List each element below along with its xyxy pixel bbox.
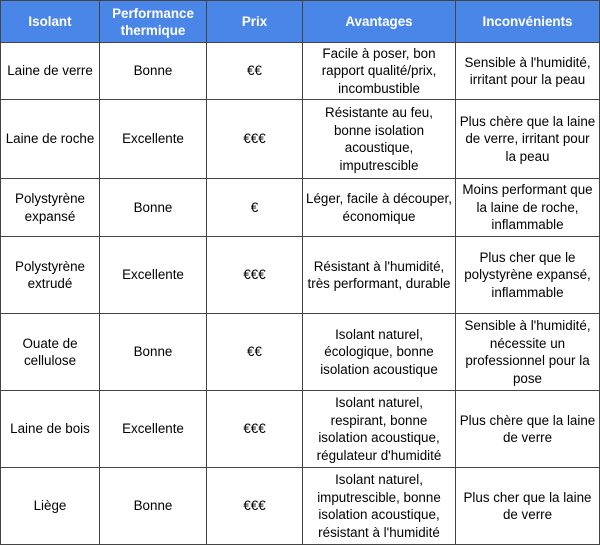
cell-prix: €€€ [207,237,303,314]
cell-performance: Excellente [100,391,207,468]
cell-performance: Bonne [100,314,207,391]
table-row [1,100,600,179]
cell-prix: €€ [207,43,303,100]
cell-performance: Bonne [100,468,207,545]
cell-prix: €€€ [207,468,303,545]
cell-prix: € [207,179,303,237]
header-isolant: Isolant [1,1,100,43]
cell-avantages: Facile à poser, bon rapport qualité/prix, incombustible [303,43,456,100]
cell-avantages: Isolant naturel, respirant, bonne isolation acoustique, régulateur d'humidité [303,391,456,468]
cell-isolant: Ouate de cellulose [1,314,100,391]
cell-prix: €€€ [207,391,303,468]
cell-performance: Excellente [100,100,207,179]
header-inconvenients: Inconvénients [456,1,600,43]
cell-isolant: Liège [1,468,100,545]
cell-inconvenients: Moins performant que la laine de roche, inflammable [456,179,600,237]
cell-inconvenients: Sensible à l'humidité, nécessite un professionnel pour la pose [456,314,600,391]
cell-performance: Bonne [100,43,207,100]
cell-performance: Bonne [100,179,207,237]
cell-avantages: Résistant à l'humidité, très performant, durable [303,237,456,314]
header-avantages: Avantages [303,1,456,43]
cell-isolant: Polystyrène extrudé [1,237,100,314]
table-row [1,468,600,545]
cell-performance: Excellente [100,237,207,314]
cell-isolant: Laine de verre [1,43,100,100]
table-row [1,179,600,237]
cell-inconvenients: Plus chère que la laine de verre [456,391,600,468]
cell-avantages: Isolant naturel, imputrescible, bonne isolation acoustique, résistant à l'humidité [303,468,456,545]
cell-inconvenients: Plus cher que la laine de verre [456,468,600,545]
cell-prix: €€€ [207,100,303,179]
cell-inconvenients: Sensible à l'humidité, irritant pour la peau [456,43,600,100]
cell-isolant: Polystyrène expansé [1,179,100,237]
cell-avantages: Léger, facile à découper, économique [303,179,456,237]
header-prix: Prix [207,1,303,43]
header-row [1,1,600,43]
cell-avantages: Isolant naturel, écologique, bonne isolation acoustique [303,314,456,391]
header-performance: Performance thermique [100,1,207,43]
table-row [1,314,600,391]
cell-prix: €€ [207,314,303,391]
table-row [1,43,600,100]
cell-inconvenients: Plus chère que la laine de verre, irritant pour la peau [456,100,600,179]
cell-avantages: Résistante au feu, bonne isolation acoustique, imputrescible [303,100,456,179]
table-row [1,391,600,468]
cell-isolant: Laine de roche [1,100,100,179]
cell-isolant: Laine de bois [1,391,100,468]
cell-inconvenients: Plus cher que le polystyrène expansé, inflammable [456,237,600,314]
table-row [1,237,600,314]
